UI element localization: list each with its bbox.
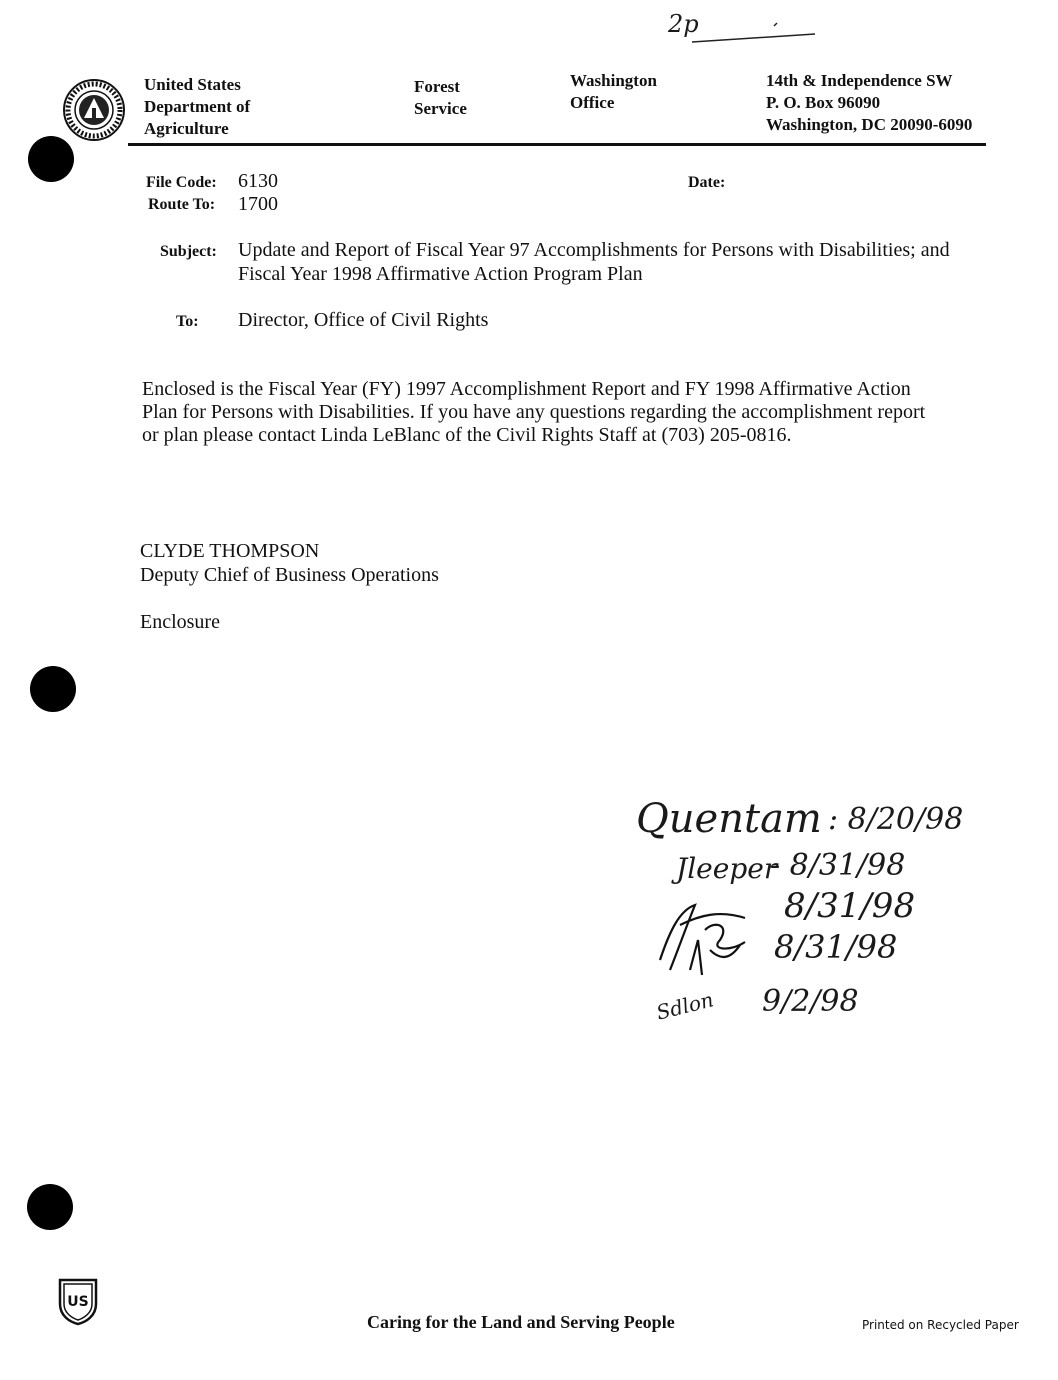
- punch-hole-top: [28, 136, 74, 182]
- signature-name: CLYDE THOMPSON: [140, 540, 320, 562]
- body-line-1: Enclosed is the Fiscal Year (FY) 1997 Accomplishment Report and FY 1998 Affirmative Action: [142, 378, 911, 400]
- to-value: Director, Office of Civil Rights: [238, 309, 489, 331]
- svg-text:US: US: [67, 1294, 89, 1310]
- footer-recycled: Printed on Recycled Paper: [862, 1318, 1019, 1332]
- handwritten-initials-1-text: Quentam: [636, 796, 822, 842]
- handwritten-initials-1: [636, 796, 822, 842]
- usda-seal-icon: [62, 78, 126, 142]
- handwritten-date-2: - 8/31/98: [770, 848, 906, 883]
- letterhead-address: 14th & Independence SW P. O. Box 96090 Washington, DC 20090-6090: [766, 71, 973, 134]
- body-line-3: or plan please contact Linda LeBlanc of the Civil Rights Staff at (703) 205-0816.: [142, 424, 792, 446]
- route-to-value: 1700: [238, 193, 278, 215]
- file-code-label: File Code:: [146, 174, 217, 191]
- handwritten-initials-5: Sdlon: [653, 987, 716, 1025]
- handwritten-date-5: 9/2/98: [762, 984, 859, 1019]
- handwritten-top-mark-text: 2p: [668, 10, 699, 38]
- route-to-label: Route To:: [148, 196, 216, 213]
- date-label: Date:: [688, 174, 726, 191]
- subject-line-1: Update and Report of Fiscal Year 97 Accomplishments for Persons with Disabilities; and: [238, 239, 950, 261]
- to-label: To:: [176, 313, 199, 330]
- letterhead-service: Forest Service: [414, 77, 467, 118]
- file-code-value: 6130: [238, 170, 278, 192]
- letterhead-office: Washington Office: [570, 71, 657, 112]
- handwritten-initials-2: Jleeper: [676, 852, 778, 885]
- letterhead-agency: United States Department of Agriculture: [144, 75, 251, 138]
- punch-hole-bottom: [27, 1184, 73, 1230]
- footer-motto: Caring for the Land and Serving People: [367, 1312, 675, 1332]
- letterhead-rule: [128, 143, 986, 146]
- forest-service-shield-icon: [56, 1274, 100, 1326]
- punch-hole-middle: [30, 666, 76, 712]
- signature-title: Deputy Chief of Business Operations: [140, 564, 439, 586]
- subject-line-2: Fiscal Year 1998 Affirmative Action Program Plan: [238, 263, 643, 285]
- handwritten-date-3: 8/31/98: [784, 886, 916, 926]
- handwritten-date-4: 8/31/98: [774, 928, 898, 966]
- handwritten-signature-scribble: [650, 890, 760, 990]
- handwritten-date-1: : 8/20/98: [828, 802, 964, 837]
- body-paragraph: [142, 378, 982, 447]
- subject-label: Subject:: [160, 243, 217, 260]
- body-line-2: Plan for Persons with Disabilities. If you have any questions regarding the accomplishment report: [142, 401, 926, 423]
- enclosure-label: Enclosure: [140, 611, 220, 633]
- handwritten-top-stroke: [690, 20, 820, 50]
